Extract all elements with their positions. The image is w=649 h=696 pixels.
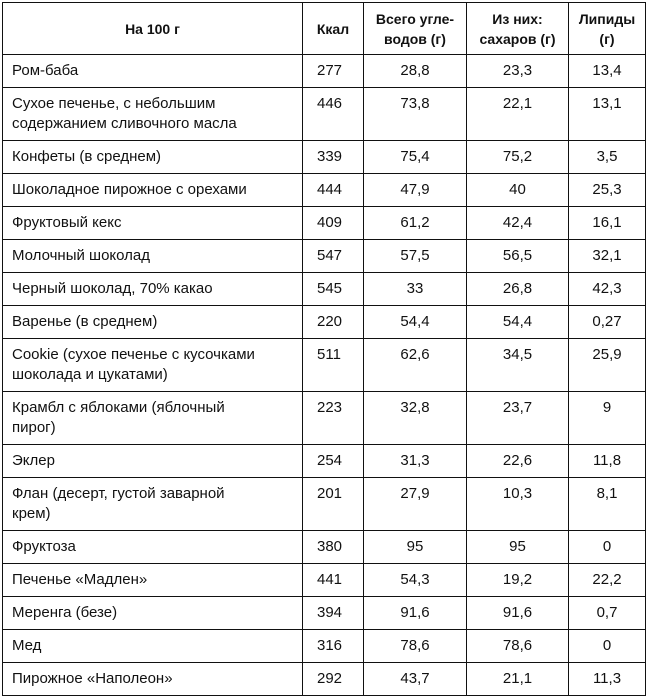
cell-carbs: 47,9	[364, 174, 467, 207]
cell-product-name	[3, 564, 303, 597]
cell-product-name	[3, 88, 303, 141]
cell-lipids: 22,2	[569, 564, 646, 597]
cell-kcal: 339	[303, 141, 364, 174]
header-sugars	[467, 3, 569, 55]
product-name-line1: Мед	[12, 637, 42, 654]
cell-product-name	[3, 663, 303, 696]
table-row	[3, 445, 646, 478]
cell-kcal: 545	[303, 273, 364, 306]
cell-carbs: 28,8	[364, 55, 467, 88]
header-carbs-line2: водов (г)	[384, 30, 446, 47]
cell-sugars: 95	[467, 531, 569, 564]
cell-kcal: 292	[303, 663, 364, 696]
cell-carbs: 91,6	[364, 597, 467, 630]
nutrition-table	[2, 2, 646, 696]
cell-sugars: 21,1	[467, 663, 569, 696]
cell-lipids: 11,3	[569, 663, 646, 696]
product-name-line1: Фруктовый кекс	[12, 214, 122, 231]
table-row	[3, 55, 646, 88]
cell-carbs: 57,5	[364, 240, 467, 273]
product-name-line1: Конфеты (в среднем)	[12, 148, 162, 165]
product-name-line1: Cookie (сухое печенье с кусочками	[12, 346, 255, 363]
header-carbs	[364, 3, 467, 55]
product-name-line1: Сухое печенье, с небольшим	[12, 95, 216, 112]
table-row	[3, 531, 646, 564]
cell-carbs: 54,3	[364, 564, 467, 597]
cell-sugars: 10,3	[467, 478, 569, 531]
product-name-line1: Варенье (в среднем)	[12, 313, 158, 330]
cell-lipids: 42,3	[569, 273, 646, 306]
cell-lipids: 0	[569, 630, 646, 663]
cell-sugars: 22,6	[467, 445, 569, 478]
cell-product-name	[3, 174, 303, 207]
cell-carbs: 95	[364, 531, 467, 564]
cell-carbs: 43,7	[364, 663, 467, 696]
cell-sugars: 56,5	[467, 240, 569, 273]
table-row	[3, 273, 646, 306]
product-name-line1: Молочный шоколад	[12, 247, 151, 264]
table-row	[3, 207, 646, 240]
product-name-line1: Шоколадное пирожное с орехами	[12, 181, 247, 198]
header-lipids-line2: (г)	[599, 30, 615, 47]
table-row	[3, 339, 646, 392]
cell-product-name	[3, 55, 303, 88]
table-row	[3, 240, 646, 273]
cell-product-name	[3, 597, 303, 630]
cell-kcal: 441	[303, 564, 364, 597]
table-row	[3, 663, 646, 696]
product-name-line1: Эклер	[12, 452, 55, 469]
cell-product-name	[3, 207, 303, 240]
cell-lipids: 13,1	[569, 88, 646, 141]
cell-product-name	[3, 273, 303, 306]
header-lipids-line1: Липиды	[578, 10, 636, 27]
cell-carbs: 31,3	[364, 445, 467, 478]
cell-kcal: 511	[303, 339, 364, 392]
product-name-line1: Пирожное «Наполеон»	[12, 670, 173, 687]
header-sugars-line1: Из них:	[492, 10, 543, 27]
table-row	[3, 174, 646, 207]
cell-kcal: 409	[303, 207, 364, 240]
cell-kcal: 444	[303, 174, 364, 207]
cell-carbs: 33	[364, 273, 467, 306]
cell-lipids: 11,8	[569, 445, 646, 478]
cell-kcal: 220	[303, 306, 364, 339]
cell-lipids: 32,1	[569, 240, 646, 273]
header-sugars-line2: сахаров (г)	[479, 30, 556, 47]
cell-lipids: 3,5	[569, 141, 646, 174]
cell-carbs: 32,8	[364, 392, 467, 445]
product-name-line1: Фруктоза	[12, 538, 76, 555]
cell-lipids: 9	[569, 392, 646, 445]
cell-kcal: 277	[303, 55, 364, 88]
table-row	[3, 88, 646, 141]
cell-product-name	[3, 630, 303, 663]
cell-sugars: 23,7	[467, 392, 569, 445]
cell-kcal: 380	[303, 531, 364, 564]
cell-sugars: 19,2	[467, 564, 569, 597]
cell-product-name	[3, 240, 303, 273]
cell-carbs: 75,4	[364, 141, 467, 174]
cell-product-name	[3, 531, 303, 564]
product-name-line2: шоколада и цукатами)	[12, 366, 168, 383]
header-carbs-line1: Всего угле-	[375, 10, 455, 27]
table-row	[3, 141, 646, 174]
cell-carbs: 62,6	[364, 339, 467, 392]
cell-carbs: 73,8	[364, 88, 467, 141]
product-name-line1: Меренга (безе)	[12, 604, 118, 621]
cell-kcal: 201	[303, 478, 364, 531]
cell-kcal: 446	[303, 88, 364, 141]
cell-carbs: 54,4	[364, 306, 467, 339]
table-row	[3, 392, 646, 445]
cell-lipids: 13,4	[569, 55, 646, 88]
cell-kcal: 394	[303, 597, 364, 630]
cell-product-name	[3, 478, 303, 531]
cell-kcal: 223	[303, 392, 364, 445]
product-name-line1: Черный шоколад, 70% какао	[12, 280, 213, 297]
cell-lipids: 25,3	[569, 174, 646, 207]
cell-lipids: 16,1	[569, 207, 646, 240]
header-name: На 100 г	[3, 3, 303, 55]
cell-lipids: 8,1	[569, 478, 646, 531]
cell-carbs: 27,9	[364, 478, 467, 531]
table-row	[3, 564, 646, 597]
cell-sugars: 78,6	[467, 630, 569, 663]
product-name-line2: содержанием сливочного масла	[12, 115, 237, 132]
product-name-line1: Печенье «Мадлен»	[12, 571, 148, 588]
cell-kcal: 254	[303, 445, 364, 478]
table-row	[3, 630, 646, 663]
cell-lipids: 0,27	[569, 306, 646, 339]
header-kcal: Ккал	[303, 3, 364, 55]
cell-sugars: 42,4	[467, 207, 569, 240]
header-row	[3, 3, 646, 55]
cell-product-name	[3, 339, 303, 392]
cell-product-name	[3, 392, 303, 445]
cell-carbs: 61,2	[364, 207, 467, 240]
cell-carbs: 78,6	[364, 630, 467, 663]
cell-sugars: 91,6	[467, 597, 569, 630]
cell-sugars: 22,1	[467, 88, 569, 141]
product-name-line2: пирог)	[12, 419, 56, 436]
cell-sugars: 54,4	[467, 306, 569, 339]
table-body	[3, 55, 646, 696]
product-name-line1: Крамбл с яблоками (яблочный	[12, 399, 225, 416]
table-row	[3, 597, 646, 630]
product-name-line2: крем)	[12, 505, 51, 522]
cell-lipids: 25,9	[569, 339, 646, 392]
product-name-line1: Флан (десерт, густой заварной	[12, 485, 225, 502]
table-row	[3, 478, 646, 531]
header-lipids	[569, 3, 646, 55]
cell-sugars: 26,8	[467, 273, 569, 306]
cell-sugars: 23,3	[467, 55, 569, 88]
cell-product-name	[3, 445, 303, 478]
cell-kcal: 547	[303, 240, 364, 273]
cell-lipids: 0	[569, 531, 646, 564]
cell-lipids: 0,7	[569, 597, 646, 630]
cell-sugars: 34,5	[467, 339, 569, 392]
product-name-line1: Ром-баба	[12, 62, 79, 79]
table-row	[3, 306, 646, 339]
cell-product-name	[3, 141, 303, 174]
cell-sugars: 40	[467, 174, 569, 207]
cell-product-name	[3, 306, 303, 339]
cell-sugars: 75,2	[467, 141, 569, 174]
cell-kcal: 316	[303, 630, 364, 663]
